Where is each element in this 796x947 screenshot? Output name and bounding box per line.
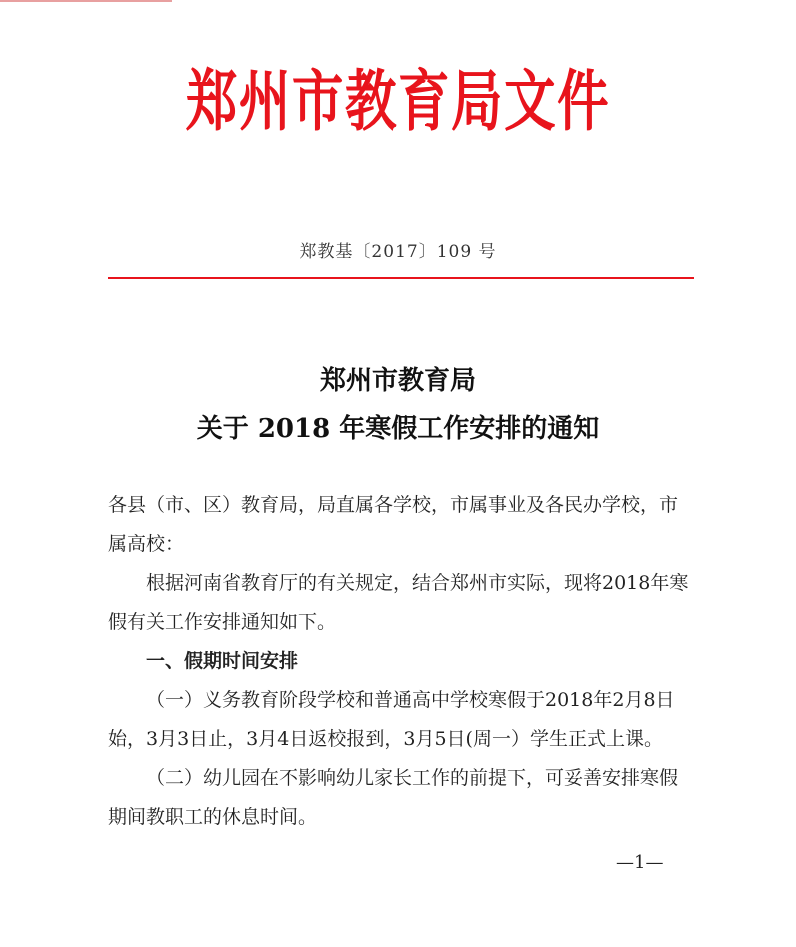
agency-document-header: 郑州市教育局文件 — [185, 63, 611, 140]
salutation-paragraph: 各县（市、区）教育局，局直属各学校，市属事业及各民办学校，市属高校： — [108, 494, 679, 555]
section-heading: 一、假期时间安排 — [146, 650, 299, 672]
red-divider-line — [108, 277, 694, 279]
item-1-paragraph: （一）义务教育阶段学校和普通高中学校寒假于2018年2月8日始，3月3日止，3月4日返校报到，3月5日(周一）学生正式上课。 — [108, 689, 675, 750]
item-2-paragraph: （二）幼儿园在不影响幼儿家长工作的前提下，可妥善安排寒假期间教职工的休息时间。 — [108, 767, 679, 828]
document-number: 郑教基〔2017〕109 号 — [299, 242, 497, 262]
corner-mark — [0, 0, 172, 2]
intro-paragraph: 根据河南省教育厅的有关规定，结合郑州市实际，现将2018年寒假有关工作安排通知如下。 — [108, 572, 689, 633]
page-number: —1— — [616, 852, 664, 873]
notice-title-line-2: 关于 2018 年寒假工作安排的通知 — [196, 414, 600, 444]
notice-title-line-1: 郑州市教育局 — [319, 366, 476, 396]
